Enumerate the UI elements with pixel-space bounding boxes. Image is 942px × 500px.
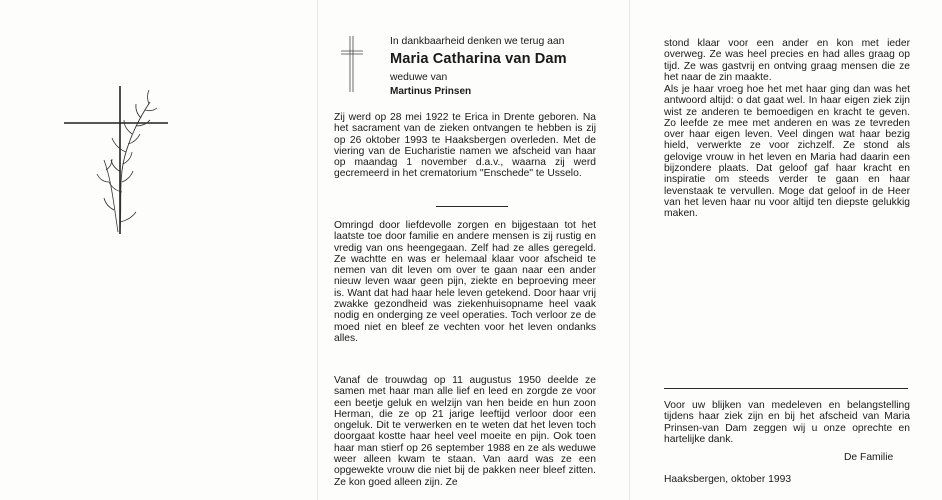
divider	[664, 388, 908, 389]
double-cross-icon	[340, 34, 364, 94]
widow-of-label: weduwe van	[390, 72, 448, 83]
cross-with-wheat-icon	[62, 82, 182, 242]
front-panel	[0, 0, 318, 500]
thanks-text: Voor uw blijken van medeleven en belangstelling tijdens haar ziek zijn en bij het afscheid van Maria Prinsen-van Dam zeggen wij u onze oprechte en hartelijke dank.	[664, 400, 910, 445]
deceased-name: Maria Catharina van Dam	[390, 51, 567, 67]
divider	[436, 206, 508, 207]
paragraph-life-dates: Zij werd op 28 mei 1922 te Erica in Drente geboren. Na het sacrament van de zieken ontvangen te hebben is zij op 26 oktober 1993 te Haaksbergen overleden. Met de viering van de Eucharistie namen we afscheid van haar op maandag 1 november d.a.v., waarna zij werd gecremeerd in het crematorium "Enschede" te Usselo.	[334, 112, 596, 180]
paragraph-illness: Omringd door liefdevolle zorgen en bijgestaan tot het laatste toe door familie en andere mensen is zij rustig en vredig van ons heengegaan. Zelf had ze alles geregeld. Ze wachtte en was er helemaal klaar voor afscheid te nemen van dit leven om over te gaan naar een ander nieuw leven waar geen pijn, ziekte en beproeving meer is. Want dat had haar hele leven getekend. Door haar vrij zwakke gezondheid was ziekenhuisopname heel vaak nodig en onderging ze veel operaties. Toch verloor ze de moed niet en bleef ze vechten voor het leven ondanks alles.	[334, 220, 596, 344]
middle-panel	[318, 0, 630, 500]
signature: De Familie	[844, 452, 894, 463]
paragraph-character: stond klaar voor een ander en kon met ieder overweg. Ze was heel precies en had alles graag op tijd. Ze was gastvrij en ontving graag mensen die ze het naar de zin maakte.	[664, 38, 910, 83]
paragraph-marriage: Vanaf de trouwdag op 11 augustus 1950 deelde ze samen met haar man alle lief en leed en zorgde ze voor een beetje geluk en welzijn van hen beide en hun zoon Herman, die ze op 21 jarige leeftijd verloor door een ongeluk. Dit te verwerken en te weten dat het leven toch doorgaat kostte haar heel veel moeite en pijn. Ook toen haar man stierf op 26 september 1988 en ze als weduwe weer alleen kwam te staan. Van aard was ze een opgewekte vrouw die niet bij de pakken neer bleef zitten. Ze kon goed alleen zijn. Ze	[334, 375, 596, 488]
husband-name: Martinus Prinsen	[390, 86, 472, 97]
intro-line: In dankbaarheid denken we terug aan	[390, 36, 565, 47]
paragraph-faith: Als je haar vroeg hoe het met haar ging dan was het antwoord altijd: o dat gaat wel. In haar eigen ziek zijn wist ze anderen te bemoedigen en kracht te geven. Zo leefde ze mee met anderen en was ze tevreden over haar eigen leven. Veel dingen wat haar bezig hield, verwerkte ze voor zichzelf. Ze stond als gelovige vrouw in het leven en Maria had daarin een bijzondere plaats. Dat geloof gaf haar kracht en inspiratie om steeds verder te gaan en haar levenstaak te vervullen. Moge dat geloof in de Heer van het leven haar nu voor altijd ten diepste gelukkig maken.	[664, 84, 910, 220]
back-panel	[630, 0, 942, 500]
place-and-date: Haaksbergen, oktober 1993	[664, 474, 792, 485]
